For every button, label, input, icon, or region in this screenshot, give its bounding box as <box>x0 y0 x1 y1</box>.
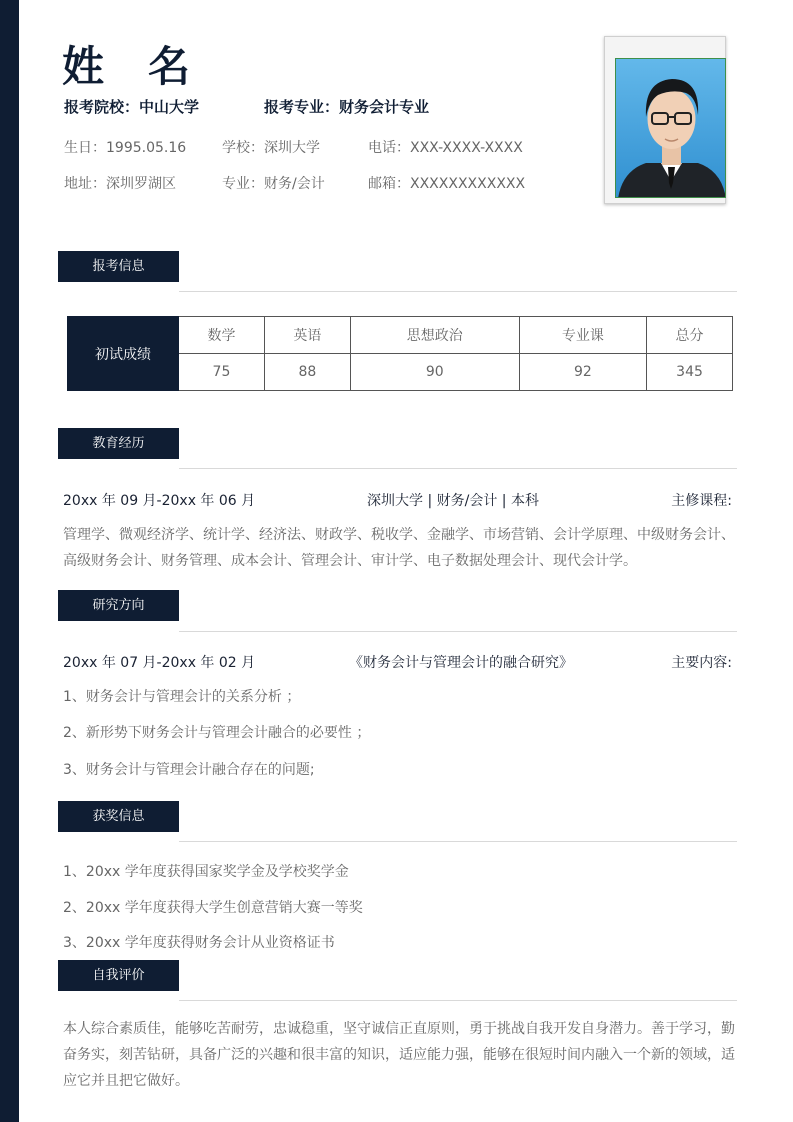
birthday: 生日：1995.05.16 <box>64 140 187 156</box>
candidate-name: 姓 名 <box>62 42 192 91</box>
section-divider <box>179 291 737 292</box>
major: 专业：财务/会计 <box>222 176 325 192</box>
section-divider <box>179 1000 737 1001</box>
score-value-cell: 88 <box>264 354 350 391</box>
list-item: 3、20xx 学年度获得财务会计从业资格证书 <box>63 935 335 951</box>
section-divider <box>179 631 737 632</box>
section-divider <box>179 468 737 469</box>
section-title-research: 研究方向 <box>58 590 179 621</box>
address: 地址：深圳罗湖区 <box>64 176 176 192</box>
list-item: 1、20xx 学年度获得国家奖学金及学校奖学金 <box>63 864 349 880</box>
education-date: 20xx 年 09 月-20xx 年 06 月 <box>63 493 256 509</box>
list-item: 1、财务会计与管理会计的关系分析 ； <box>63 689 301 705</box>
courses-text: 管理学、微观经济学、统计学、经济法、财政学、税收学、金融学、市场营销、会计学原理、中级财务会计、高级财务会计、财务管理、成本会计、管理会计、审计学、电子数据处理会计、现代会计学。 <box>63 527 735 569</box>
score-label: 初试成绩 <box>68 317 179 391</box>
section-title-self: 自我评价 <box>58 960 179 991</box>
score-table <box>67 316 733 391</box>
research-content-label: 主要内容: <box>671 655 732 671</box>
score-header-cell: 总分 <box>647 317 733 354</box>
research-date: 20xx 年 07 月-20xx 年 02 月 <box>63 655 256 671</box>
score-header-cell: 数学 <box>179 317 265 354</box>
score-header-row <box>68 317 733 354</box>
section-divider <box>179 841 737 842</box>
score-value-cell: 92 <box>519 354 646 391</box>
university: 学校：深圳大学 <box>222 140 320 156</box>
list-item: 3、财务会计与管理会计融合存在的问题; <box>63 762 315 778</box>
score-value-cell: 90 <box>350 354 519 391</box>
left-accent-bar <box>0 0 19 1122</box>
email: 邮箱：XXXXXXXXXXXX <box>368 176 526 192</box>
list-item: 2、20xx 学年度获得大学生创意营销大赛一等奖 <box>63 900 363 916</box>
portrait-illustration <box>616 59 726 198</box>
target-school: 报考院校：中山大学 <box>64 98 200 116</box>
score-value-cell: 345 <box>647 354 733 391</box>
section-title-awards: 获奖信息 <box>58 801 179 832</box>
education-school: 深圳大学 | 财务/会计 | 本科 <box>367 493 539 509</box>
list-item: 2、新形势下财务会计与管理会计融合的必要性 ； <box>63 725 371 741</box>
score-header-cell: 思想政治 <box>350 317 519 354</box>
section-title-apply: 报考信息 <box>58 251 179 282</box>
score-header-cell: 英语 <box>264 317 350 354</box>
profile-photo <box>615 58 726 198</box>
courses-label: 主修课程: <box>671 493 732 509</box>
score-header-cell: 专业课 <box>519 317 646 354</box>
target-major: 报考专业：财务会计专业 <box>264 98 430 116</box>
score-value-cell: 75 <box>179 354 265 391</box>
self-evaluation-text: 本人综合素质佳，能够吃苦耐劳，忠诚稳重，坚守诚信正直原则，勇于挑战自我开发自身潜力。善于学习，勤奋务实，刻苦钻研，具备广泛的兴趣和很丰富的知识，适应能力强，能够在很短时间内融入一个新的领域，适应它并且把它做好。 <box>63 1021 735 1089</box>
research-title: 《财务会计与管理会计的融合研究》 <box>349 655 573 671</box>
phone: 电话：XXX-XXXX-XXXX <box>368 140 523 156</box>
photo-frame <box>604 36 726 204</box>
section-title-education: 教育经历 <box>58 428 179 459</box>
